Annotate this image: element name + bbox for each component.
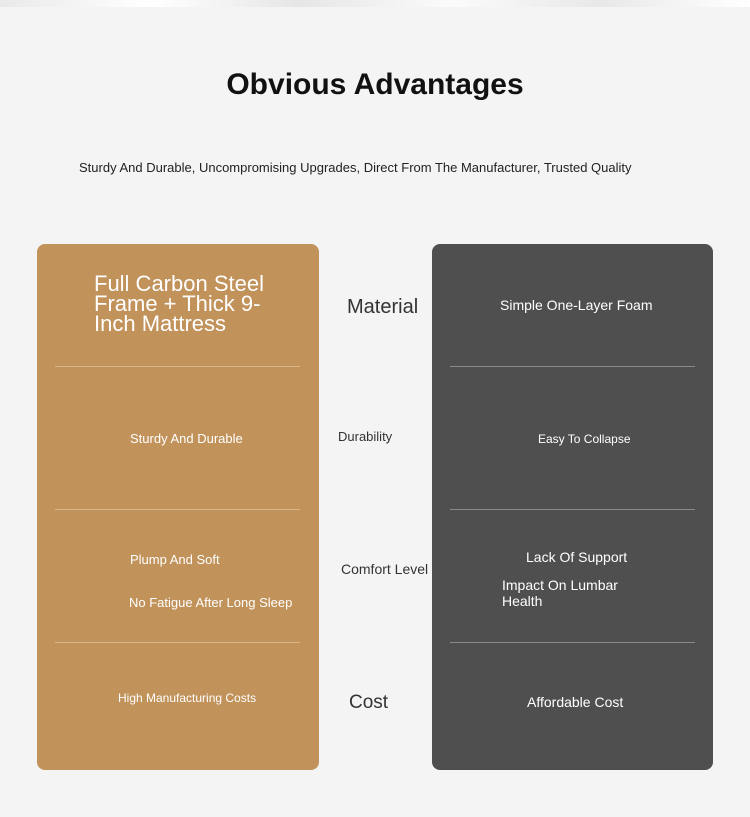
right-durability-text: Easy To Collapse xyxy=(538,432,631,446)
criteria-durability: Durability xyxy=(338,429,393,444)
left-comfort-text-1: Plump And Soft xyxy=(130,552,220,567)
right-divider-2 xyxy=(450,509,695,510)
right-material-text: Simple One-Layer Foam xyxy=(500,297,653,313)
our-product-panel xyxy=(37,244,319,770)
competitor-panel xyxy=(432,244,713,770)
left-material-text: Full Carbon Steel Frame + Thick 9-Inch Mattress xyxy=(94,271,264,336)
right-divider-3 xyxy=(450,642,695,643)
left-divider-3 xyxy=(55,642,300,643)
right-comfort-text-2: Impact On Lumbar Health xyxy=(502,577,618,609)
page-title: Obvious Advantages xyxy=(226,68,524,101)
criteria-cost: Cost xyxy=(349,692,389,713)
criteria-material: Material xyxy=(347,296,419,318)
top-image-strip xyxy=(0,0,750,7)
right-comfort-text-1: Lack Of Support xyxy=(526,549,628,565)
page-subtitle: Sturdy And Durable, Uncompromising Upgrades, Direct From The Manufacturer, Trusted Quality xyxy=(79,160,632,175)
criteria-comfort: Comfort Level xyxy=(341,561,429,577)
left-comfort-text-2: No Fatigue After Long Sleep xyxy=(129,595,293,610)
left-divider-2 xyxy=(55,509,300,510)
right-cost-text: Affordable Cost xyxy=(527,694,624,710)
right-divider-1 xyxy=(450,366,695,367)
left-cost-text: High Manufacturing Costs xyxy=(118,691,257,705)
left-divider-1 xyxy=(55,366,300,367)
left-durability-text: Sturdy And Durable xyxy=(130,431,243,446)
